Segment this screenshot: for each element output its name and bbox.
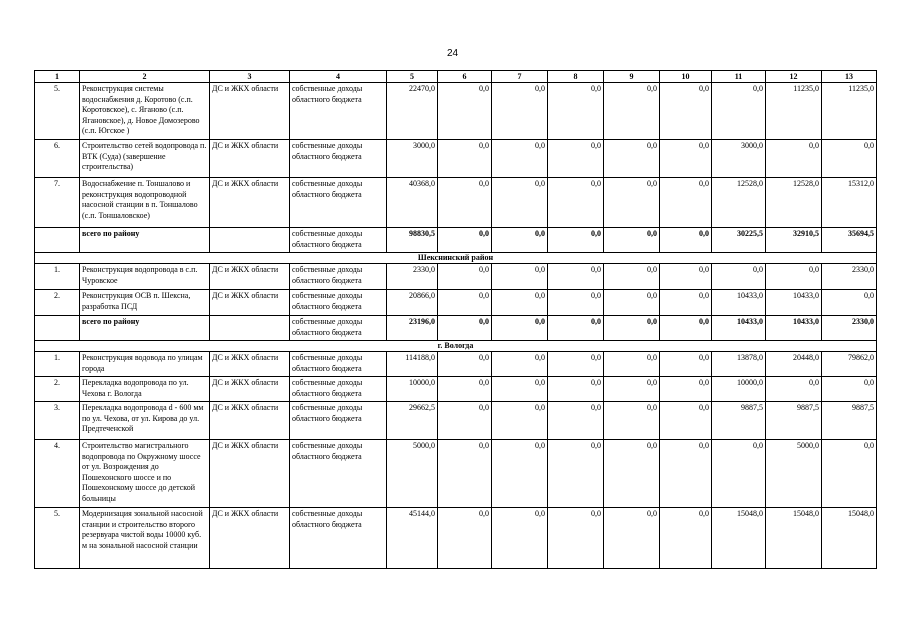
amount-cell: 15312,0 — [822, 178, 877, 228]
amount-cell: 0,0 — [604, 178, 660, 228]
amount-cell: 114188,0 — [387, 352, 438, 377]
object-name: Реконструкция водовода по улицам города — [80, 352, 210, 377]
column-header: 5 — [387, 71, 438, 83]
amount-cell: 0,0 — [492, 440, 548, 508]
amount-cell: 5000,0 — [766, 440, 822, 508]
amount-cell: 0,0 — [660, 290, 712, 316]
row-number: 3. — [35, 402, 80, 440]
amount-cell: 9887,5 — [822, 402, 877, 440]
amount-cell: 0,0 — [438, 316, 492, 341]
amount-cell: 3000,0 — [387, 140, 438, 178]
executor — [210, 228, 290, 253]
amount-cell: 29662,5 — [387, 402, 438, 440]
object-name: Реконструкция системы водоснабжения д. Коротово (с.п. Коротовское), с. Яганово (с.п. Ягановское), д. Новое Домозерово (с.п. Югское ) — [80, 83, 210, 140]
amount-cell: 0,0 — [492, 140, 548, 178]
header-row — [35, 71, 877, 83]
amount-cell: 0,0 — [604, 508, 660, 569]
amount-cell: 0,0 — [604, 83, 660, 140]
amount-cell: 0,0 — [438, 228, 492, 253]
executor: ДС и ЖКХ области — [210, 402, 290, 440]
column-header: 1 — [35, 71, 80, 83]
amount-cell: 10000,0 — [387, 377, 438, 402]
amount-cell: 5000,0 — [387, 440, 438, 508]
amount-cell: 0,0 — [548, 316, 604, 341]
amount-cell: 0,0 — [822, 290, 877, 316]
amount-cell: 0,0 — [660, 83, 712, 140]
amount-cell: 0,0 — [548, 352, 604, 377]
amount-cell: 0,0 — [548, 402, 604, 440]
section-header-row — [35, 341, 877, 352]
amount-cell: 0,0 — [438, 440, 492, 508]
column-header: 3 — [210, 71, 290, 83]
row-number — [35, 316, 80, 341]
row-number: 1. — [35, 264, 80, 290]
table-body — [35, 83, 877, 569]
object-name: Модернизация зональной насосной станции и строительство второго резервуара чистой воды 10000 куб. м на зональной насосной станции — [80, 508, 210, 569]
amount-cell: 0,0 — [438, 352, 492, 377]
amount-cell: 12528,0 — [712, 178, 766, 228]
budget-table — [34, 70, 877, 569]
row-number: 5. — [35, 508, 80, 569]
executor: ДС и ЖКХ области — [210, 508, 290, 569]
row-number: 1. — [35, 352, 80, 377]
table-row — [35, 440, 877, 508]
column-header: 9 — [604, 71, 660, 83]
amount-cell: 9887,5 — [712, 402, 766, 440]
amount-cell: 20866,0 — [387, 290, 438, 316]
row-number: 4. — [35, 440, 80, 508]
amount-cell: 0,0 — [548, 228, 604, 253]
table-row — [35, 402, 877, 440]
total-row — [35, 316, 877, 341]
amount-cell: 0,0 — [548, 140, 604, 178]
section-header-row — [35, 253, 877, 264]
amount-cell: 22470,0 — [387, 83, 438, 140]
amount-cell: 10433,0 — [766, 316, 822, 341]
amount-cell: 15048,0 — [822, 508, 877, 569]
amount-cell: 0,0 — [492, 316, 548, 341]
funding-source: собственные доходы областного бюджета — [290, 140, 387, 178]
row-number — [35, 228, 80, 253]
column-header: 7 — [492, 71, 548, 83]
amount-cell: 0,0 — [822, 440, 877, 508]
amount-cell: 98830,5 — [387, 228, 438, 253]
amount-cell: 20448,0 — [766, 352, 822, 377]
amount-cell: 0,0 — [548, 83, 604, 140]
column-header: 11 — [712, 71, 766, 83]
amount-cell: 10000,0 — [712, 377, 766, 402]
amount-cell: 0,0 — [660, 377, 712, 402]
object-name: Строительство магистрального водопровода по Окружному шоссе от ул. Возрождения до Пошехонского шоссе и по Пошехонскому шоссе до детской больницы — [80, 440, 210, 508]
row-number: 6. — [35, 140, 80, 178]
funding-source: собственные доходы областного бюджета — [290, 228, 387, 253]
section-title: Шекснинский район — [35, 253, 877, 264]
funding-source: собственные доходы областного бюджета — [290, 316, 387, 341]
amount-cell: 45144,0 — [387, 508, 438, 569]
table-row — [35, 508, 877, 569]
total-row — [35, 228, 877, 253]
amount-cell: 10433,0 — [712, 290, 766, 316]
amount-cell: 0,0 — [438, 290, 492, 316]
object-name: Перекладка водопровода по ул. Чехова г. Вологда — [80, 377, 210, 402]
object-name: Реконструкция ОСВ п. Шексна, разработка ПСД — [80, 290, 210, 316]
amount-cell: 0,0 — [492, 508, 548, 569]
amount-cell: 0,0 — [492, 290, 548, 316]
funding-source: собственные доходы областного бюджета — [290, 178, 387, 228]
funding-source: собственные доходы областного бюджета — [290, 440, 387, 508]
amount-cell: 0,0 — [438, 178, 492, 228]
amount-cell: 0,0 — [548, 178, 604, 228]
column-header: 12 — [766, 71, 822, 83]
funding-source: собственные доходы областного бюджета — [290, 83, 387, 140]
amount-cell: 0,0 — [604, 440, 660, 508]
amount-cell: 0,0 — [548, 290, 604, 316]
amount-cell: 0,0 — [492, 377, 548, 402]
executor: ДС и ЖКХ области — [210, 290, 290, 316]
amount-cell: 0,0 — [548, 508, 604, 569]
amount-cell: 0,0 — [822, 140, 877, 178]
amount-cell: 12528,0 — [766, 178, 822, 228]
amount-cell: 0,0 — [438, 83, 492, 140]
funding-source: собственные доходы областного бюджета — [290, 402, 387, 440]
amount-cell: 0,0 — [712, 83, 766, 140]
amount-cell: 0,0 — [822, 377, 877, 402]
object-name: всего по району — [80, 316, 210, 341]
amount-cell: 0,0 — [604, 316, 660, 341]
amount-cell: 11235,0 — [822, 83, 877, 140]
funding-source: собственные доходы областного бюджета — [290, 290, 387, 316]
amount-cell: 0,0 — [766, 264, 822, 290]
amount-cell: 79862,0 — [822, 352, 877, 377]
object-name: Перекладка водопровода d - 600 мм по ул. Чехова, от ул. Кирова до ул. Предтеченской — [80, 402, 210, 440]
amount-cell: 9887,5 — [766, 402, 822, 440]
amount-cell: 0,0 — [660, 508, 712, 569]
column-header: 4 — [290, 71, 387, 83]
object-name: Водоснабжение п. Тоншалово и реконструкция водопроводной насосной станции в п. Тоншалово (с.п. Тоншаловское) — [80, 178, 210, 228]
amount-cell: 0,0 — [766, 377, 822, 402]
section-title: г. Вологда — [35, 341, 877, 352]
amount-cell: 0,0 — [438, 140, 492, 178]
executor: ДС и ЖКХ области — [210, 264, 290, 290]
amount-cell: 2330,0 — [822, 316, 877, 341]
column-header: 10 — [660, 71, 712, 83]
table-row — [35, 377, 877, 402]
row-number: 5. — [35, 83, 80, 140]
amount-cell: 35694,5 — [822, 228, 877, 253]
amount-cell: 0,0 — [712, 440, 766, 508]
amount-cell: 0,0 — [660, 228, 712, 253]
table-row — [35, 83, 877, 140]
amount-cell: 0,0 — [548, 440, 604, 508]
executor: ДС и ЖКХ области — [210, 140, 290, 178]
amount-cell: 0,0 — [604, 140, 660, 178]
row-number: 2. — [35, 290, 80, 316]
table-row — [35, 178, 877, 228]
amount-cell: 0,0 — [604, 264, 660, 290]
amount-cell: 10433,0 — [766, 290, 822, 316]
table-row — [35, 290, 877, 316]
amount-cell: 0,0 — [660, 440, 712, 508]
amount-cell: 0,0 — [438, 402, 492, 440]
object-name: Реконструкция водопровода в с.п. Чуровское — [80, 264, 210, 290]
executor: ДС и ЖКХ области — [210, 377, 290, 402]
amount-cell: 0,0 — [660, 178, 712, 228]
column-header: 13 — [822, 71, 877, 83]
amount-cell: 15048,0 — [766, 508, 822, 569]
amount-cell: 15048,0 — [712, 508, 766, 569]
amount-cell: 0,0 — [438, 264, 492, 290]
amount-cell: 2330,0 — [387, 264, 438, 290]
column-header: 8 — [548, 71, 604, 83]
executor — [210, 316, 290, 341]
amount-cell: 0,0 — [548, 377, 604, 402]
amount-cell: 0,0 — [660, 352, 712, 377]
row-number: 2. — [35, 377, 80, 402]
table-row — [35, 264, 877, 290]
amount-cell: 0,0 — [604, 290, 660, 316]
amount-cell: 0,0 — [660, 264, 712, 290]
amount-cell: 0,0 — [492, 228, 548, 253]
funding-source: собственные доходы областного бюджета — [290, 508, 387, 569]
amount-cell: 3000,0 — [712, 140, 766, 178]
amount-cell: 0,0 — [660, 402, 712, 440]
object-name: всего по району — [80, 228, 210, 253]
page-number: 24 — [446, 48, 459, 59]
amount-cell: 0,0 — [604, 377, 660, 402]
executor: ДС и ЖКХ области — [210, 352, 290, 377]
amount-cell: 11235,0 — [766, 83, 822, 140]
amount-cell: 0,0 — [604, 402, 660, 440]
amount-cell: 2330,0 — [822, 264, 877, 290]
funding-source: собственные доходы областного бюджета — [290, 264, 387, 290]
amount-cell: 10433,0 — [712, 316, 766, 341]
funding-source: собственные доходы областного бюджета — [290, 352, 387, 377]
column-header: 6 — [438, 71, 492, 83]
amount-cell: 0,0 — [492, 402, 548, 440]
amount-cell: 0,0 — [438, 508, 492, 569]
amount-cell: 0,0 — [438, 377, 492, 402]
amount-cell: 0,0 — [492, 178, 548, 228]
funding-source: собственные доходы областного бюджета — [290, 377, 387, 402]
amount-cell: 0,0 — [548, 264, 604, 290]
row-number: 7. — [35, 178, 80, 228]
executor: ДС и ЖКХ области — [210, 83, 290, 140]
table-row — [35, 352, 877, 377]
executor: ДС и ЖКХ области — [210, 178, 290, 228]
amount-cell: 40368,0 — [387, 178, 438, 228]
amount-cell: 0,0 — [660, 140, 712, 178]
amount-cell: 0,0 — [604, 352, 660, 377]
amount-cell: 0,0 — [712, 264, 766, 290]
executor: ДС и ЖКХ области — [210, 440, 290, 508]
amount-cell: 0,0 — [660, 316, 712, 341]
amount-cell: 0,0 — [492, 352, 548, 377]
amount-cell: 0,0 — [766, 140, 822, 178]
amount-cell: 13878,0 — [712, 352, 766, 377]
amount-cell: 0,0 — [492, 264, 548, 290]
amount-cell: 32910,5 — [766, 228, 822, 253]
table-row — [35, 140, 877, 178]
amount-cell: 23196,0 — [387, 316, 438, 341]
object-name: Строительство сетей водопровода п. ВТК (Суда) (завершение строительства) — [80, 140, 210, 178]
column-header: 2 — [80, 71, 210, 83]
amount-cell: 30225,5 — [712, 228, 766, 253]
amount-cell: 0,0 — [604, 228, 660, 253]
amount-cell: 0,0 — [492, 83, 548, 140]
